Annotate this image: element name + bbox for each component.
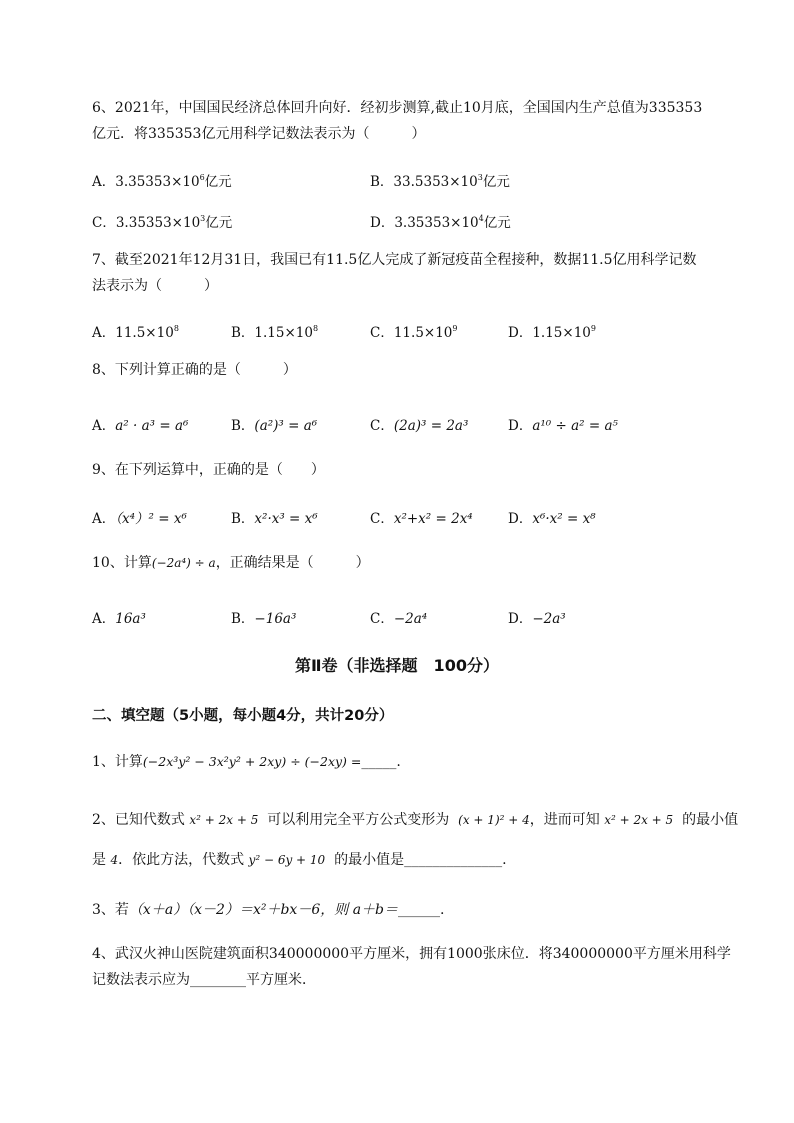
q7-option-a[interactable]: A．$11.5\times 10^8$	[92, 324, 179, 341]
q9-option-b[interactable]: B．x²·x³ = x⁶	[231, 511, 318, 527]
q7-option-d[interactable]: D．$1.15\times 10^9$	[508, 324, 596, 341]
question-10-expr: (−2a⁴) ÷ a	[151, 556, 216, 570]
question-6	[92, 101, 752, 115]
q9-option-d[interactable]: D．x⁶·x² = x⁸	[508, 511, 596, 527]
fill-3-blank[interactable]: ______	[398, 902, 440, 918]
section-2-title: 二、填空题（5小题，每小题4分，共计20分）	[92, 708, 394, 724]
question-6-line2: 亿元．将335353亿元用科学记数法表示为（ ）	[92, 126, 426, 142]
question-9	[92, 463, 752, 477]
fill-2-blank[interactable]: ______________	[404, 852, 503, 868]
question-6-line1: 6、2021年，中国国民经济总体回升向好．经初步测算,截止10月底，全国国内生产总值为335353	[92, 100, 703, 116]
question-9-text: 9、在下列运算中，正确的是（ ）	[92, 462, 325, 478]
q8-option-a[interactable]: A．a² · a³ = a⁶	[92, 418, 189, 434]
q10-option-b[interactable]: B．−16a³	[231, 611, 297, 627]
question-10	[92, 556, 752, 570]
q10-option-a[interactable]: A．16a³	[92, 611, 146, 627]
question-10-prefix: 10、计算	[92, 555, 152, 571]
fill-question-1: 1、计算(−2x³y² − 3x²y² + 2xy) ÷ (−2xy) =_____.	[92, 754, 401, 770]
q6-option-b[interactable]: B．$33.5353\times 10^3$亿元	[370, 173, 510, 190]
question-8	[92, 363, 752, 377]
fill-1-expr: (−2x³y² − 3x²y² + 2xy) ÷ (−2xy) =	[142, 754, 362, 769]
question-7-line2: 法表示为（ ）	[92, 278, 218, 294]
fill-3-expr: （x＋a）（x－2）＝x²＋bx－6，则 a＋b＝	[128, 902, 398, 918]
question-6-line2-wrap	[92, 127, 752, 141]
question-8-text: 8、下列计算正确的是（ ）	[92, 362, 297, 378]
fill-question-2-line1: 2、已知代数式 x² + 2x + 5 可以利用完全平方公式变形为 (x + 1)² + 4，进而可知 x² + 2x + 5 的最小值	[92, 812, 739, 828]
question-7-line1: 7、截至2021年12月31日，我国已有11.5亿人完成了新冠疫苗全程接种，数据11.5亿用科学记数	[92, 252, 697, 268]
fill-question-4-line1: 4、武汉火神山医院建筑面积340000000平方厘米，拥有1000张床位．将340000000平方厘米用科学	[92, 946, 731, 962]
q6-option-d[interactable]: D．$3.35353\times 10^4$亿元	[370, 214, 511, 231]
q6-option-c[interactable]: C．$3.35353\times 10^3$亿元	[92, 214, 233, 231]
q7-option-b[interactable]: B．$1.15\times 10^8$	[231, 324, 319, 341]
fill-4-blank[interactable]: ________	[190, 972, 246, 988]
fill-1-blank[interactable]: _____	[361, 754, 397, 770]
q9-option-a[interactable]: A．（x⁴）² = x⁶	[92, 511, 187, 527]
part-2-title: 第Ⅱ卷（非选择题 100分）	[295, 656, 499, 675]
q9-option-c[interactable]: C．x²+x² = 2x⁴	[370, 511, 473, 527]
q6-option-a[interactable]: A．$3.35353\times 10^6$亿元	[92, 173, 232, 190]
q7-option-c[interactable]: C．$11.5\times 10^9$	[370, 324, 458, 341]
question-7	[92, 253, 752, 267]
question-10-suffix: ，正确结果是（ ）	[215, 555, 370, 571]
fill-question-2-line2: 是 4．依此方法，代数式 y² − 6y + 10 的最小值是______________.	[92, 852, 507, 868]
question-7-line2-wrap	[92, 279, 752, 293]
fill-question-4-line2: 记数法表示应为________平方厘米．	[92, 972, 316, 988]
q10-option-d[interactable]: D．−2a³	[508, 611, 566, 627]
fill-question-3: 3、若（x＋a）（x－2）＝x²＋bx－6，则 a＋b＝______.	[92, 902, 445, 918]
q8-option-b[interactable]: B．(a²)³ = a⁶	[231, 418, 318, 434]
q10-option-c[interactable]: C．−2a⁴	[370, 611, 428, 627]
q8-option-d[interactable]: D．a¹⁰ ÷ a² = a⁵	[508, 418, 618, 434]
q8-option-c[interactable]: C．(2a)³ = 2a³	[370, 418, 469, 434]
